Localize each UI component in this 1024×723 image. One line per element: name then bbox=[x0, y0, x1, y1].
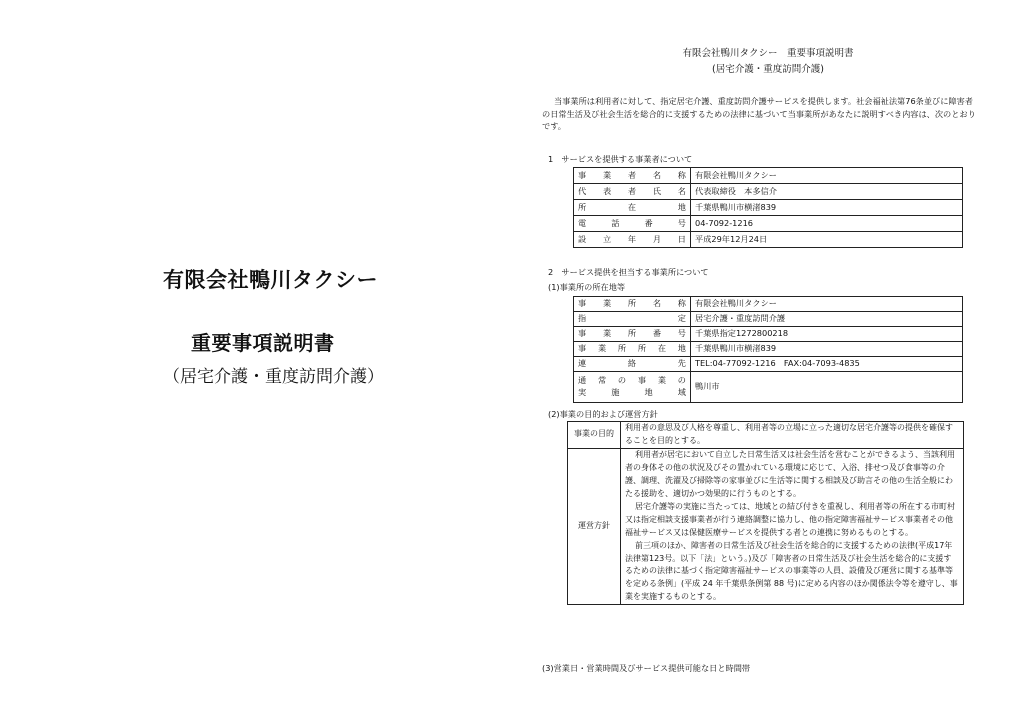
area-key-line1: 通常の事業の bbox=[578, 375, 686, 386]
table-value: 千葉県鴨川市横渚839 bbox=[691, 342, 963, 357]
table-value: 千葉県指定1272800218 bbox=[691, 327, 963, 342]
table-row bbox=[568, 448, 964, 604]
page-title: 有限会社鴨川タクシー 重要事項説明書 bbox=[682, 48, 854, 59]
table-value: 平成29年12月24日 bbox=[691, 232, 963, 248]
table-row bbox=[574, 372, 963, 403]
table-row bbox=[574, 184, 963, 200]
table-row bbox=[574, 357, 963, 372]
purpose-label: 事業の目的 bbox=[568, 422, 621, 449]
policy-paragraph: 前三項のほか、障害者の日常生活及び社会生活を総合的に支援するための法律(平成17年法律第123号。以下「法」という。)及び「障害者の日常生活及び社会生活を総合的に支援するための法律に基づく指定障害福祉サービスの事業等の人員、設備及び運営に関する基準等を定める条例」(平成 24 年千葉県条例第 88 号)に定める内容のほか関係法令等を遵守し、事業を実施するものとする。 bbox=[625, 540, 958, 602]
table-row bbox=[574, 327, 963, 342]
table-row bbox=[574, 216, 963, 232]
table-value: 千葉県鴨川市横渚839 bbox=[691, 200, 963, 216]
table-row bbox=[568, 422, 964, 449]
policy-label: 運営方針 bbox=[568, 448, 621, 604]
operator-table bbox=[573, 167, 963, 248]
table-value: 有限会社鴨川タクシー bbox=[691, 168, 963, 184]
table-row bbox=[574, 200, 963, 216]
cover-subtitle: （居宅介護・重度訪問介護） bbox=[163, 367, 384, 387]
purpose-text: 利用者の意思及び人格を尊重し、利用者等の立場に立った適切な居宅介護等の提供を確保することを目的とする。 bbox=[621, 422, 964, 449]
cover-title: 重要事項説明書 bbox=[191, 331, 335, 355]
policy-text bbox=[621, 448, 964, 604]
content-page bbox=[512, 0, 1024, 723]
section2-heading: 2 サービス提供を担当する事業所について bbox=[548, 267, 709, 277]
section2-sub1: (1)事業所の所在地等 bbox=[548, 282, 626, 292]
table-key: 代表者氏名 bbox=[574, 184, 691, 200]
table-value: 04-7092-1216 bbox=[691, 216, 963, 232]
table-value: 鴨川市 bbox=[691, 372, 963, 403]
table-value: TEL:04-77092-1216 FAX:04-7093-4835 bbox=[691, 357, 963, 372]
table-key: 事業所名称 bbox=[574, 297, 691, 312]
table-row bbox=[574, 232, 963, 248]
table-row bbox=[574, 312, 963, 327]
table-row bbox=[574, 342, 963, 357]
table-key: 所在地 bbox=[574, 200, 691, 216]
intro-paragraph: 当事業所は利用者に対して、指定居宅介護、重度訪問介護サービスを提供します。社会福祉法第76条並びに障害者の日常生活及び社会生活を総合的に支援するための法律に基づいて当事業所があなたに説明すべき内容は、次のとおりです。 bbox=[542, 96, 976, 132]
table-key: 事業者名称 bbox=[574, 168, 691, 184]
policy-paragraph: 利用者が居宅において自立した日常生活又は社会生活を営むことができるよう、当該利用者の身体その他の状況及びその置かれている環境に応じて、入浴、排せつ及び食事等の介護、調理、洗濯及び掃除等の家事並びに生活等に関する相談及び助言その他の生活全般にわたる援助を、適切かつ効果的に行うものとする。 bbox=[625, 449, 955, 498]
policy-paragraph: 居宅介護等の実施に当たっては、地域との結び付きを重視し、利用者等の所在する市町村又は指定相談支援事業者が行う連絡調整に協力し、他の指定障害福祉サービス事業者その他福祉サービス又は保健医療サービスを提供する者との連携に努めるものとする。 bbox=[625, 501, 955, 537]
table-key: 連絡先 bbox=[574, 357, 691, 372]
table-key: 事業所番号 bbox=[574, 327, 691, 342]
table-row bbox=[574, 168, 963, 184]
section1-heading: 1 サービスを提供する事業者について bbox=[548, 154, 693, 164]
table-value: 代表取締役 本多信介 bbox=[691, 184, 963, 200]
table-key: 指定 bbox=[574, 312, 691, 327]
table-key bbox=[574, 372, 691, 403]
section2-sub2: (2)事業の目的および運営方針 bbox=[548, 409, 658, 419]
cover-company-name: 有限会社鴨川タクシー bbox=[163, 268, 378, 292]
table-value: 居宅介護・重度訪問介護 bbox=[691, 312, 963, 327]
area-key-line2: 実施地域 bbox=[578, 387, 686, 397]
table-value: 有限会社鴨川タクシー bbox=[691, 297, 963, 312]
section2-sub3: (3)営業日・営業時間及びサービス提供可能な日と時間帯 bbox=[542, 663, 751, 673]
table-key: 電話番号 bbox=[574, 216, 691, 232]
table-key: 事業所所在地 bbox=[574, 342, 691, 357]
table-row bbox=[574, 297, 963, 312]
policy-table bbox=[567, 421, 964, 605]
page-subtitle: (居宅介護・重度訪問介護) bbox=[712, 64, 824, 75]
office-table bbox=[573, 296, 963, 403]
table-key: 設立年月日 bbox=[574, 232, 691, 248]
